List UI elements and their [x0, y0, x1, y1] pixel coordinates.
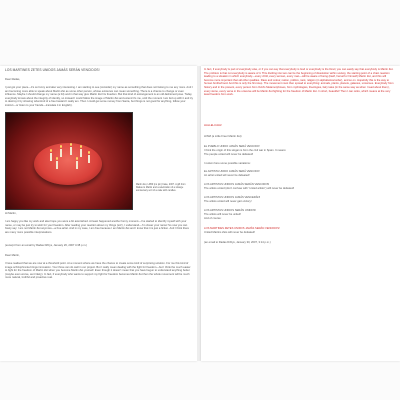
- slogan-1-note: I think the origin of this slogan is from the civil war in Spain. It means:: [204, 149, 287, 152]
- salutation-martin: Hi Martin,: [5, 212, 17, 215]
- slogan-2: EL ARTISTA UNIDO JAMÁS SERÁ VENCIDO!: [204, 170, 260, 173]
- email-source-2: (an email to Radas DrDys, January 30, 2007, 3:14 p.m.): [204, 241, 271, 244]
- slogan-1-translation: The people united will never be defeated!: [204, 153, 254, 156]
- cake-photo: [5, 112, 133, 210]
- slogan-final: LOS MARTINES ZETES UNIDOS JAMÁS SERÁN VENCIDOS!: [204, 227, 280, 230]
- letter-paragraph-1: I just got your piece—it's so funny and also very interesting. I am starting to see (consider) my name as something that does not belong to me any more. And I am becoming more able to speak about Martin Zet as some other person, whose existence can mean something. There is a chance to change or even influence. Maybe I should change my name (a bit) and in that way give Martin Zet his freedom. But that kind of estrangement is an old-fashioned pose. Today everybody knows about the integrity of identity, so instead I could follow the image of Martin Zet and extend it's me, until the moment I am fed up with it and try to destroy it by showing what kind of a free bastard I really am. Then I could get some money from Santa, but things is not good for anything, follow your instinct—or listen to your friends—translate it in English).: [5, 86, 193, 107]
- variations-intro: I reckon here some possible variations:: [204, 162, 251, 165]
- slogan-2-translation: An artist united will never be defeated!: [204, 174, 250, 177]
- right-paragraph: In fact, if everybody is part of everybody else, or if you can say that everybody is God or everybody is the Devil, you can easily say that everybody is Martin Zet. The problem is that not everybody is aware of it. This dividing into two can be the beginning of dissolution within society, the starting point of a chain reaction leading to a situation in which everybody—every child, every woman, every man—will be aware of being (itself, herself or himself) Martin Zet, and this will become more important than all other qualities. Race and colour, nation, politics, rank, religion (in alphabetical order), and so on. Hopefully this is the way to human brotherhood. And this is only the first step. The movement must then spread to everything: animals, plants, planets, galaxies, universes. Everybody from history and in the present, every person from Ovid's Metamorphoses, from mythologies, theologies, fairy tales (in the same way as when I read about them), every stone, every verse in the universe will be Martin Zet fighting for the freedom of Martin Zet. In short, beautiful! Then I can retire, which means at the very least freedom from work.: [204, 68, 394, 97]
- slogan-1: EL PUEBLO UNIDO JAMÁS SERÁ VENCIDO!: [204, 145, 260, 148]
- slogan-final-translation: United Martins Zets will never be defeated!: [204, 231, 255, 234]
- email-source-1: (excerpt from an email by Radas DrDys, January 26, 2007 4:38 p.m.): [5, 244, 88, 247]
- salutation-dear-martin: Dear Martin,: [5, 254, 20, 257]
- right-page: [201, 66, 400, 361]
- slogan-5-and: And of course:: [204, 217, 222, 220]
- slogan-3-translation: The artists united (don't confuse with "united artists") will never be defeated!: [204, 187, 295, 190]
- left-page: [0, 66, 197, 361]
- cake-shape: [34, 143, 102, 185]
- photo-caption: Martin Zet, LFBZ (no pin) Cake, 2007. A gift from Radas to Martin and a celebration of a strange anniversary sort of a cake with candles.: [136, 184, 186, 192]
- slogan-4-translation: The artists united will never gain victory!: [204, 200, 252, 203]
- slogan-5: LOS ARTISTAS UNIDOS SERÁN UNIDOS!: [204, 209, 257, 212]
- hallelujah: HALLELUJAH!: [204, 124, 222, 127]
- right-sign-off: LFMZ (a Little Freer Martin Zet): [204, 135, 242, 138]
- letter-paragraph-2: I am happy you like my work and also hope you were a bit astonished. At least happened another funny moment—I've started to identify myself with your name, or may be just try to wish for your freedom. After reading your reaction about my things (sic!), I understand—I'm closer your name! So now you can freely say: I am not Martin Zet anymore—a free artist. And in my case, I am free because I am Martin Zet and I know that it is just a fiction. And I think there are many more possible interpretations.: [5, 220, 190, 234]
- slogan-5-translation: The artists will never be united!: [204, 213, 242, 216]
- slogan-3: LOS ARTISTAS UNIDOS JAMÁS SERÁN VENCIDOS!: [204, 183, 270, 186]
- left-title: LOS MARTINES ZETES UNIDOS JAMÁS SERÁN VENCIDOS!: [5, 68, 100, 72]
- letter-paragraph-3: I have realised that we are now at a threshold point. At a moment where we have the chance to create some kind of surprising solution. For me this kind of image schizophrenia brings innovation. Your three can do well in our project. But I really mean dealing with the fight for freedom—but I think the much easier to fight for the freedom of Martin Zet when you become Martin Zet yourself. Even though it doesn't mean that you have begun to understand anything better (maybe even worse, as it likely). In fact, if everybody who wants to support my fight for freedom becomes Martin Zet then the whole movement will be much more natural, truthful and proactive real.: [5, 262, 191, 280]
- slogan-4: LOS ARTISTAS UNIDOS JAMÁS VENCERÁN!: [204, 196, 261, 199]
- salutation-radas: Dear Radas,: [5, 78, 21, 81]
